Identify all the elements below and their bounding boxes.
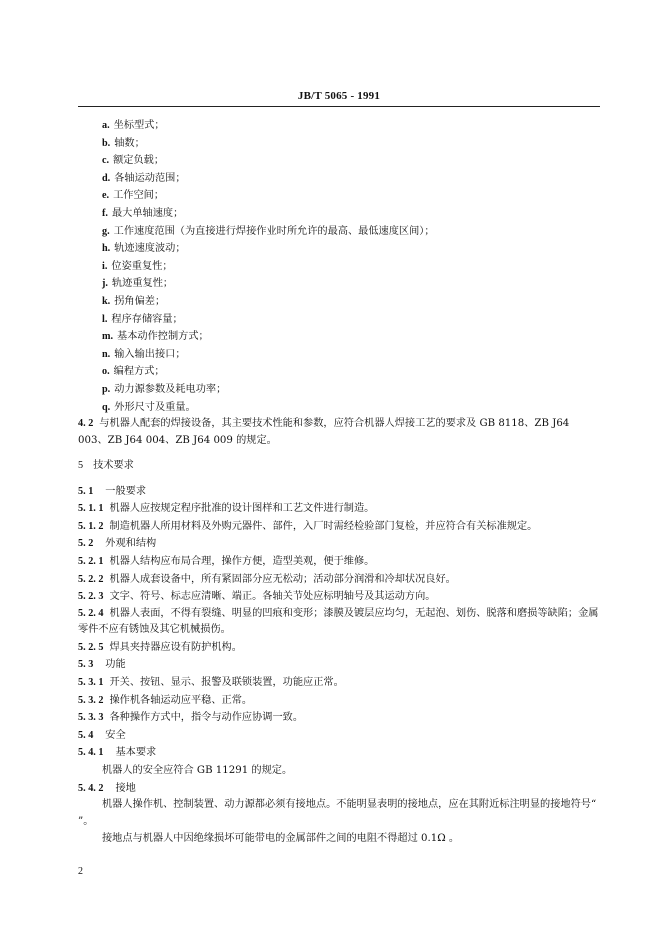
header-rule (78, 106, 600, 107)
standard-code-header: JB/T 5065 - 1991 (297, 90, 381, 102)
list-item (78, 205, 600, 223)
section-number: 5. 2. 2 (78, 573, 104, 585)
section-number: 4. 2 (78, 418, 94, 430)
list-item-letter: g. (102, 225, 110, 237)
list-item-letter: l. (102, 313, 108, 325)
list-item-text: 轴数； (114, 137, 145, 149)
list-item-text: 位姿重复性； (111, 260, 173, 272)
list-item (78, 152, 600, 170)
list-item-letter: c. (102, 155, 110, 167)
section-text: 各种操作方式中，指令与动作应协调一致。 (109, 712, 304, 724)
section-5-3-1 (78, 674, 600, 692)
list-item-text: 各轴运动范围； (114, 172, 186, 184)
section-title: 一般要求 (105, 485, 147, 497)
list-item (78, 293, 600, 311)
section-number: 5. 1 (78, 485, 94, 497)
section-text: 与机器人配套的焊接设备，其主要技术性能和参数，应符合机器人焊接工艺的要求及 GB 8118、ZB J64 003、ZB J64 004、ZB J64 009 的规定。 (78, 418, 570, 446)
list-item-text: 坐标型式； (113, 120, 165, 131)
parameter-list (78, 117, 600, 416)
section-number: 5. 2. 3 (78, 591, 104, 603)
section-number: 5. 2. 4 (78, 607, 104, 619)
section-5-2-3 (78, 588, 600, 606)
section-number: 5. 3. 2 (78, 694, 104, 706)
list-item-text: 动力源参数及耗电功率； (114, 383, 227, 395)
section-text: 焊具夹持器应设有防护机构。 (109, 641, 242, 653)
section-number: 5. 1. 1 (78, 503, 104, 515)
list-item-text: 工作速度范围（为直接进行焊接作业时所允许的最高、最低速度区间）； (113, 225, 435, 237)
list-item-text: 最大单轴速度； (111, 207, 184, 219)
list-item-letter: n. (102, 348, 111, 360)
list-item-letter: o. (102, 366, 110, 378)
section-number: 5. 1. 2 (78, 520, 104, 532)
section-text: 机器人表面，不得有裂缝、明显的凹痕和变形；漆膜及镀层应均匀，无起泡、划伤、脱落和磨损等缺陷；金属零件不应有锈蚀及其它机械损伤。 (78, 607, 599, 636)
list-item-letter: h. (102, 243, 111, 255)
section-title: 基本要求 (115, 747, 157, 759)
section-5-1-2 (78, 518, 600, 536)
section-text: 机器人应按规定程序批准的设计图样和工艺文件进行制造。 (109, 503, 375, 515)
list-item-text: 工作空间； (113, 190, 165, 202)
list-item (78, 311, 600, 329)
list-item-text: 拐角偏差； (114, 295, 166, 307)
section-5-3-heading (78, 656, 600, 674)
list-item-letter: j. (102, 278, 108, 290)
list-item-letter: a. (102, 120, 110, 131)
section-number: 5. 3. 1 (78, 677, 104, 689)
section-text: 文字、符号、标志应清晰、端正。各轴关节处应标明轴号及其运动方向。 (109, 591, 436, 603)
list-item-text: 轨迹重复性； (111, 278, 174, 290)
list-item-letter: p. (102, 383, 111, 395)
section-number: 5. 4. 1 (78, 747, 104, 759)
list-item-text: 输入输出接口； (114, 348, 186, 360)
list-item (78, 275, 600, 293)
list-item-text: 轨迹速度波动； (114, 243, 186, 255)
list-item-letter: q. (102, 401, 111, 413)
section-5-2-1 (78, 553, 600, 571)
section-5-4-2-body-2: 接地点与机器人中因绝缘损坏可能带电的金属部件之间的电阻不得超过 0.1Ω 。 (102, 833, 460, 845)
section-5-4-1-body: 机器人的安全应符合 GB 11291 的规定。 (102, 765, 293, 776)
list-item-text: 基本动作控制方式； (117, 331, 209, 343)
spacer (78, 475, 600, 483)
section-5-3-3 (78, 709, 600, 727)
list-item (78, 117, 600, 135)
list-item-text: 程序存储容量； (111, 313, 183, 325)
section-5-2-2 (78, 571, 600, 589)
section-text: 机器人成套设备中，所有紧固部分应无松动；活动部分润滑和冷却状况良好。 (109, 573, 456, 585)
list-item (78, 223, 600, 241)
list-item (78, 363, 600, 381)
list-item-text: 外形尺寸及重量。 (114, 401, 196, 413)
section-4-2 (78, 416, 600, 449)
section-number: 5. 2 (78, 538, 94, 550)
section-number: 5. 3. 3 (78, 712, 104, 724)
section-title: 功能 (105, 659, 126, 671)
list-item (78, 399, 600, 417)
spacer (78, 449, 600, 457)
section-5-4-1-heading (78, 744, 600, 762)
section-title: 外观和结构 (105, 538, 157, 550)
list-item (78, 381, 600, 399)
page-number: 2 (78, 866, 83, 877)
list-item-letter: k. (102, 295, 111, 307)
list-item-letter: b. (102, 137, 111, 149)
section-title: 接地 (115, 782, 136, 794)
list-item (78, 240, 600, 258)
section-5-4-heading (78, 727, 600, 745)
section-5-4-2-heading (78, 780, 600, 798)
section-5-2-5 (78, 639, 600, 657)
section-5-1-heading (78, 483, 600, 501)
list-item (78, 170, 600, 188)
list-item (78, 328, 600, 346)
list-item-text: 额定负载； (113, 155, 165, 167)
section-number: 5. 4. 2 (78, 782, 104, 794)
list-item (78, 258, 600, 276)
section-text: 开关、按钮、显示、报警及联锁装置，功能应正常。 (109, 677, 344, 689)
section-5-3-2 (78, 692, 600, 710)
list-item (78, 346, 600, 364)
list-item-letter: d. (102, 172, 111, 184)
section-text: 制造机器人所用材料及外购元器件、部件，入厂时需经检验部门复检，并应符合有关标准规定。 (109, 520, 538, 532)
list-item-letter: m. (102, 331, 114, 343)
section-5-2-4 (78, 606, 600, 639)
section-5-2-heading (78, 535, 600, 553)
section-number: 5. 3 (78, 659, 94, 671)
list-item-letter: f. (102, 207, 108, 219)
section-text: 操作机各轴运动应平稳、正常。 (109, 694, 253, 706)
list-item (78, 135, 600, 153)
list-item-letter: e. (102, 190, 110, 202)
section-5-heading (78, 457, 600, 475)
document-body (78, 117, 600, 848)
section-text: 机器人结构应布局合理，操作方便，造型美观，便于维修。 (109, 556, 375, 568)
section-title: 技术要求 (93, 460, 134, 472)
list-item (78, 187, 600, 205)
section-5-4-2-body-1: 机器人操作机、控制装置、动力源都必须有接地点。不能明显表明的接地点，应在其附近标注明显的接地符号“ ”。 (78, 799, 597, 827)
section-number: 5. 4 (78, 729, 94, 741)
section-number: 5. 2. 5 (78, 641, 104, 653)
section-number: 5 (78, 460, 84, 472)
section-title: 安全 (105, 729, 126, 741)
section-5-1-1 (78, 500, 600, 518)
section-number: 5. 2. 1 (78, 556, 104, 568)
list-item-text: 编程方式； (113, 366, 165, 378)
list-item-letter: i. (102, 260, 108, 272)
